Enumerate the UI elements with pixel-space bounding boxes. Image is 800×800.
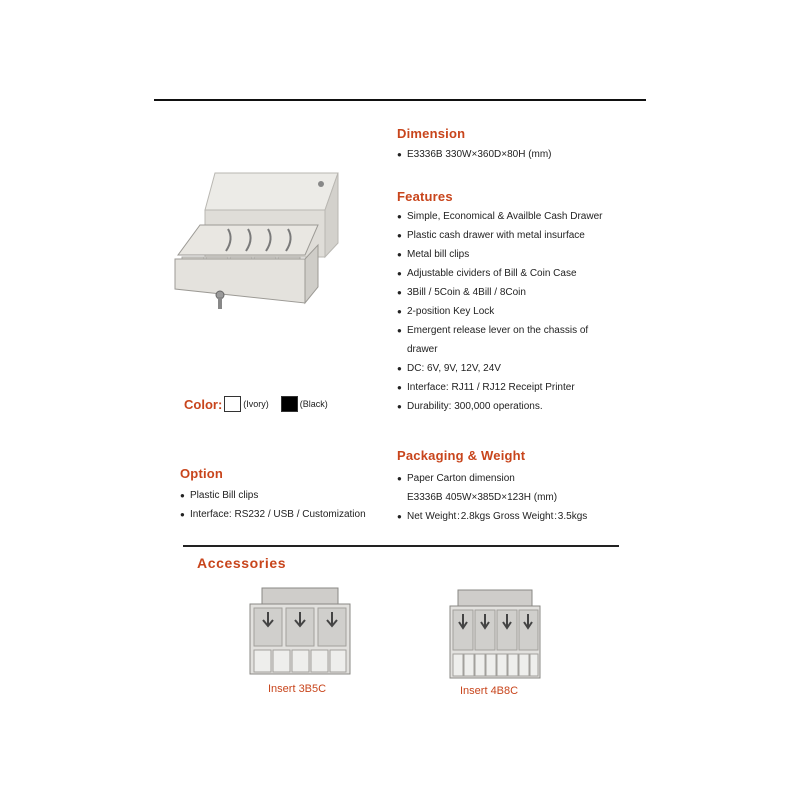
bullet-icon: ●	[397, 402, 402, 411]
black-swatch	[281, 396, 298, 412]
features-heading: Features	[397, 189, 453, 204]
bullet-icon: ●	[397, 288, 402, 297]
features-list	[397, 207, 602, 416]
list-item: ● 3Bill / 5Coin & 4Bill / 8Coin	[397, 283, 602, 302]
cash-drawer-image	[170, 165, 380, 315]
top-divider	[154, 99, 646, 101]
list-item: ● E3336B 330W×360D×80H (mm)	[397, 145, 552, 164]
list-item: ● Paper Carton dimension	[397, 469, 587, 488]
list-item: ● Metal bill clips	[397, 245, 602, 264]
bullet-icon: ●	[397, 326, 402, 335]
bullet-icon: ●	[397, 364, 402, 373]
bullet-icon: ●	[397, 150, 402, 159]
color-label: Color:	[184, 396, 223, 412]
list-item: ● Interface: RS232 / USB / Customization	[180, 505, 366, 524]
packaging-heading: Packaging & Weight	[397, 448, 526, 463]
list-item: ● Plastic Bill clips	[180, 486, 366, 505]
dimension-heading: Dimension	[397, 126, 466, 141]
bullet-icon: ●	[397, 512, 402, 521]
ivory-label: (Ivory)	[243, 399, 269, 409]
insert-4b8c-image	[444, 588, 546, 684]
list-item: ● Adjustable cividers of Bill & Coin Case	[397, 264, 602, 283]
list-item: ● Interface: RJ11 / RJ12 Receipt Printer	[397, 378, 602, 397]
dimension-list	[397, 145, 552, 164]
list-item: ● Durability: 300,000 operations.	[397, 397, 602, 416]
accessories-heading: Accessories	[197, 555, 287, 571]
list-item: ● DC: 6V, 9V, 12V, 24V	[397, 359, 602, 378]
bullet-icon: ●	[397, 474, 402, 483]
list-item-continuation: E3336B 405W×385D×123H (mm)	[407, 492, 558, 503]
black-label: (Black)	[299, 399, 328, 409]
list-item: ● Emergent release lever on the chassis of	[397, 321, 602, 340]
list-item: ● 2-position Key Lock	[397, 302, 602, 321]
list-item-continuation: drawer	[407, 344, 438, 355]
ivory-swatch	[224, 396, 241, 412]
bullet-icon: ●	[397, 307, 402, 316]
bullet-icon: ●	[180, 510, 185, 519]
bullet-icon: ●	[397, 231, 402, 240]
option-heading: Option	[180, 466, 224, 481]
bullet-icon: ●	[397, 212, 402, 221]
list-item: ● Simple, Economical & Availble Cash Drawer	[397, 207, 602, 226]
insert-3b5c-caption: Insert 3B5C	[268, 683, 327, 695]
bullet-icon: ●	[180, 491, 185, 500]
color-options	[184, 396, 340, 412]
bullet-icon: ●	[397, 250, 402, 259]
insert-3b5c-image	[244, 586, 356, 682]
list-item: ● Net Weight : 2.8kgs Gross Weight : 3.5kgs	[397, 507, 587, 526]
packaging-list	[397, 469, 587, 526]
bullet-icon: ●	[397, 269, 402, 278]
insert-4b8c-caption: Insert 4B8C	[460, 685, 519, 697]
bullet-icon: ●	[397, 383, 402, 392]
option-list	[180, 486, 366, 524]
list-item: ● Plastic cash drawer with metal insurface	[397, 226, 602, 245]
section-divider	[183, 545, 619, 547]
